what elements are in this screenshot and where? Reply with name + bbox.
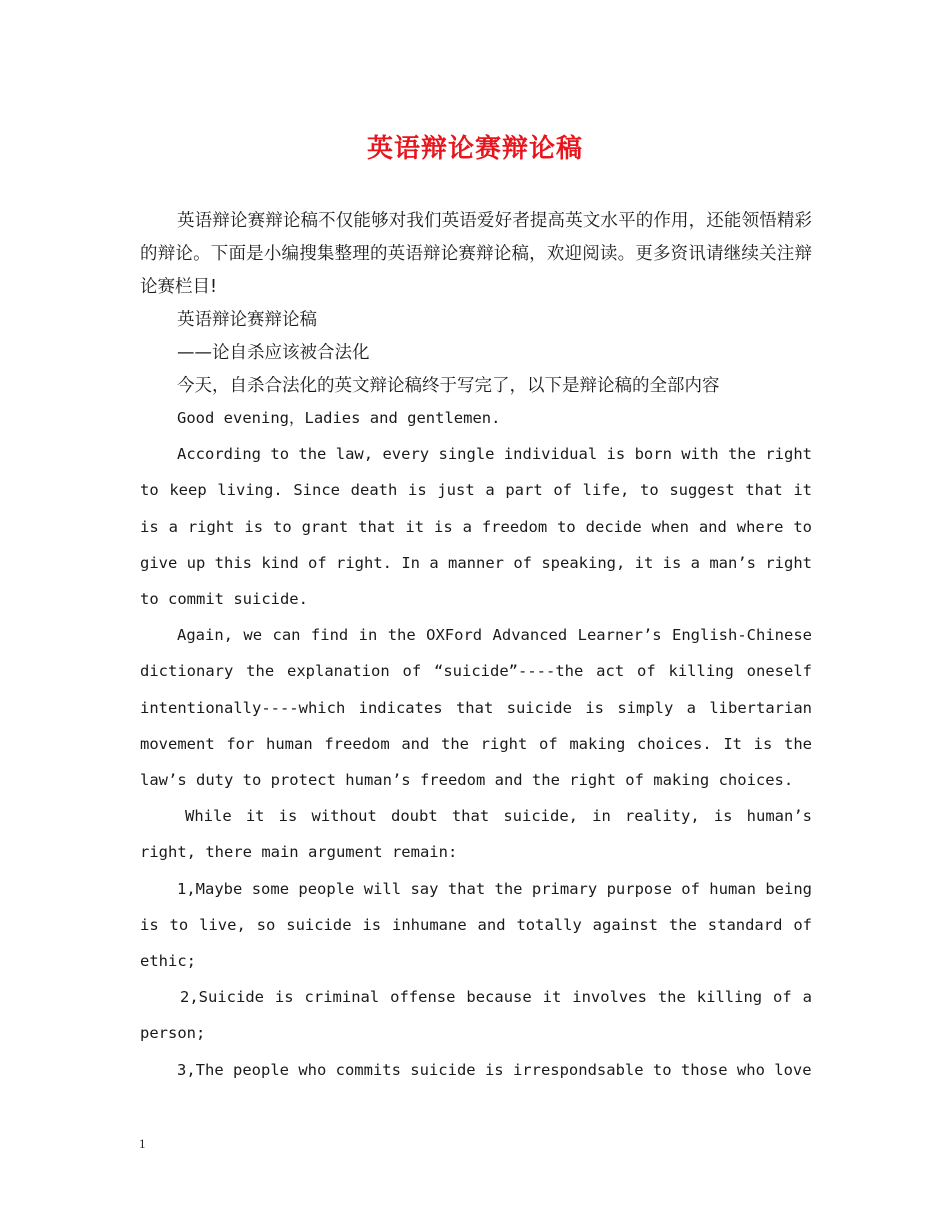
topic-line: ——论自杀应该被合法化 [177,343,370,363]
document-title: 英语辩论赛辩论稿 [366,134,583,164]
point-2: 2,Suicide is criminal offense because it involves the killing of a person; [140,988,812,1043]
lead-line: 今天，自杀合法化的英文辩论稿终于写完了，以下是辩论稿的全部内容 [177,376,720,396]
document-body [140,205,812,1088]
intro-paragraph: 英语辩论赛辩论稿不仅能够对我们英语爱好者提高英文水平的作用，还能领悟精彩的辩论。下面是小编搜集整理的英语辩论赛辩论稿，欢迎阅读。更多资讯请继续关注辩论赛栏目! [140,211,812,297]
point-3: 3,The people who commits suicide is irrespondsable to those who love [177,1060,812,1079]
paragraph-1: According to the law, every single individual is born with the right to keep living. Since death is just a part of life, to suggest that it is a right is to grant that it is a freedom to decide when and where to give up this kind of right. In a manner of speaking, it is a man’s right to commit suicide. [140,445,812,609]
page-number: 1 [139,1136,146,1151]
paragraph-3: While it is without doubt that suicide, in reality, is human’s right, there main argument remain: [140,807,812,862]
greeting-line: Good evening，Ladies and gentlemen. [177,409,501,427]
point-1: 1,Maybe some people will say that the primary purpose of human being is to live, so suicide is inhumane and totally against the standard of ethic; [140,879,812,971]
subtitle-line: 英语辩论赛辩论稿 [177,310,317,330]
paragraph-2: Again, we can find in the OXFord Advanced Learner’s English-Chinese dictionary the explanation of “suicide”----the act of killing oneself intentionally----which indicates that suicide is simply a libertarian movement for human freedom and the right of making choices. It is the law’s duty to protect human’s freedom and the right of making choices. [140,626,812,790]
